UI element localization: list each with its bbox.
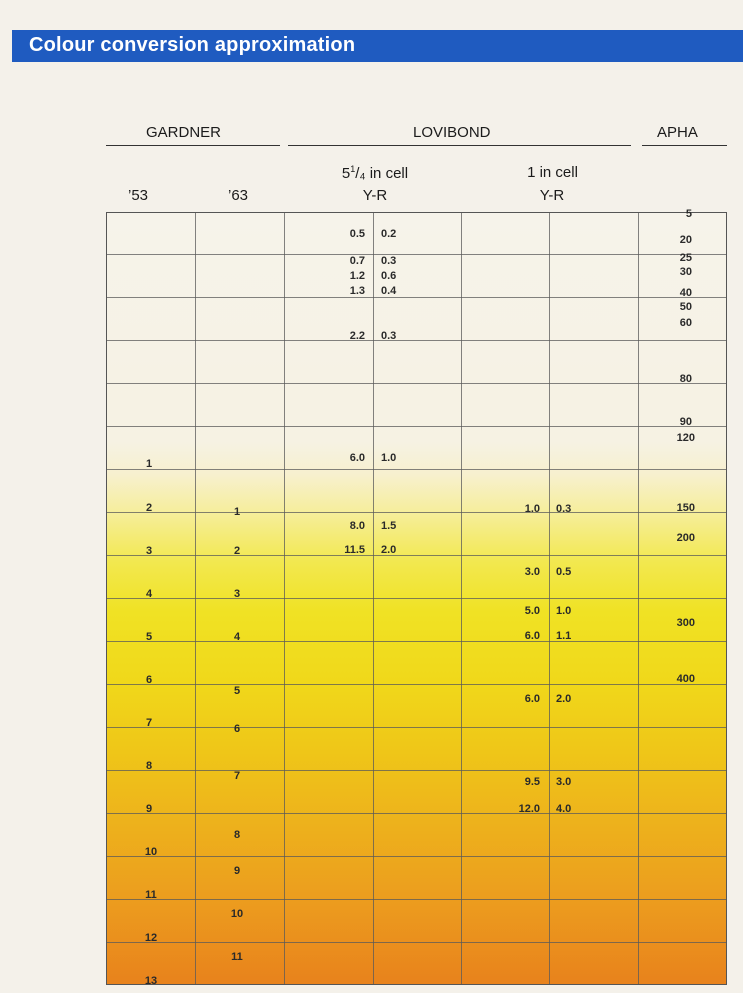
lovibond-5-r-value: 0.6 [381,270,397,282]
apha-rule [642,145,727,146]
apha-value: 150 [676,502,695,514]
lovibond-5-y-value: 6.0 [349,452,365,464]
gardner-53-value: 4 [145,588,153,600]
gardner-63-value: 2 [233,545,241,557]
apha-value: 80 [679,373,692,385]
yr-header-5-25: Y-R [362,187,388,204]
gardner-63-value: 9 [233,865,241,877]
lovibond-5-r-value: 0.4 [381,285,397,297]
lovibond-1-y-value: 6.0 [524,693,540,705]
apha-header: APHA [657,124,698,141]
apha-value: 50 [679,301,692,313]
gardner-63-value: 6 [233,723,241,735]
gardner-53-value: 12 [144,932,158,944]
lovibond-1-y-value: 3.0 [524,566,540,578]
lovibond-1-r-value: 2.0 [556,693,572,705]
lovibond-header: LOVIBOND [413,124,491,141]
year-63-header: ’63 [227,187,249,204]
gardner-header: GARDNER [146,124,222,141]
gardner-63-value: 11 [231,951,243,963]
gardner-63-value: 3 [233,588,241,600]
gardner-63-value: 7 [233,770,241,782]
gardner-53-value: 13 [144,975,158,987]
gardner-53-value: 2 [145,502,153,514]
apha-value: 20 [679,234,692,246]
lovibond-5-y-value: 1.3 [349,285,365,297]
gardner-rule [106,145,280,146]
lovibond-5-r-value: 1.0 [381,452,397,464]
title-banner [12,30,743,62]
year-53-header: ’53 [127,187,149,204]
gardner-53-value: 9 [145,803,153,815]
lovibond-5-y-value: 0.5 [349,228,365,240]
gardner-63-value: 4 [233,631,241,643]
apha-value: 90 [679,416,692,428]
apha-value: 120 [676,432,695,444]
cell-5-prefix: 5 [341,165,351,182]
apha-value: 400 [676,673,695,685]
gardner-53-value: 6 [145,674,153,686]
gardner-63-value: 10 [230,908,244,920]
lovibond-1-r-value: 1.1 [556,630,572,642]
lovibond-5-y-value: 0.7 [349,255,365,267]
gardner-53-value: 11 [145,889,157,901]
lovibond-1-y-value: 6.0 [524,630,540,642]
cell-1-header: 1 in cell [527,164,578,181]
lovibond-1-r-value: 0.5 [556,566,572,578]
lovibond-5-y-value: 1.2 [349,270,365,282]
apha-value: 25 [679,252,692,264]
lovibond-rule [288,145,631,146]
apha-value: 40 [679,287,692,299]
lovibond-1-r-value: 1.0 [556,605,572,617]
lovibond-1-r-value: 0.3 [556,503,572,515]
lovibond-5-y-value: 8.0 [349,520,365,532]
apha-value: 300 [676,617,695,629]
page-title: Colour conversion approximation [29,34,356,56]
lovibond-5-r-value: 0.3 [381,330,397,342]
lovibond-5-y-value: 2.2 [349,330,365,342]
lovibond-5-y-value: 11.5 [344,544,365,556]
lovibond-5-r-value: 0.2 [381,228,397,240]
lovibond-1-r-value: 4.0 [556,803,572,815]
gardner-53-value: 3 [145,545,153,557]
gardner-53-value: 10 [144,846,158,858]
yr-header-1: Y-R [539,187,565,204]
lovibond-1-y-value: 1.0 [524,503,540,515]
table-frame [106,212,727,985]
gardner-63-value: 5 [233,685,241,697]
lovibond-1-y-value: 5.0 [524,605,540,617]
apha-value: 200 [676,532,695,544]
apha-value: 30 [679,266,692,278]
lovibond-5-r-value: 0.3 [381,255,397,267]
gardner-53-value: 7 [145,717,153,729]
lovibond-1-r-value: 3.0 [556,776,572,788]
gardner-63-value: 1 [233,506,241,518]
lovibond-1-y-value: 9.5 [524,776,540,788]
cell-5-suffix: /₄ in cell [355,165,409,182]
cell-5-25-header [320,164,430,182]
apha-value: 60 [679,317,692,329]
lovibond-5-r-value: 1.5 [381,520,397,532]
gardner-53-value: 1 [145,458,153,470]
gardner-53-value: 8 [145,760,153,772]
apha-value: 5 [685,208,692,220]
gardner-63-value: 8 [233,829,241,841]
gardner-53-value: 5 [145,631,153,643]
cell-5-fraction: 1 [350,164,356,174]
lovibond-5-r-value: 2.0 [381,544,397,556]
lovibond-1-y-value: 12.0 [518,803,540,815]
